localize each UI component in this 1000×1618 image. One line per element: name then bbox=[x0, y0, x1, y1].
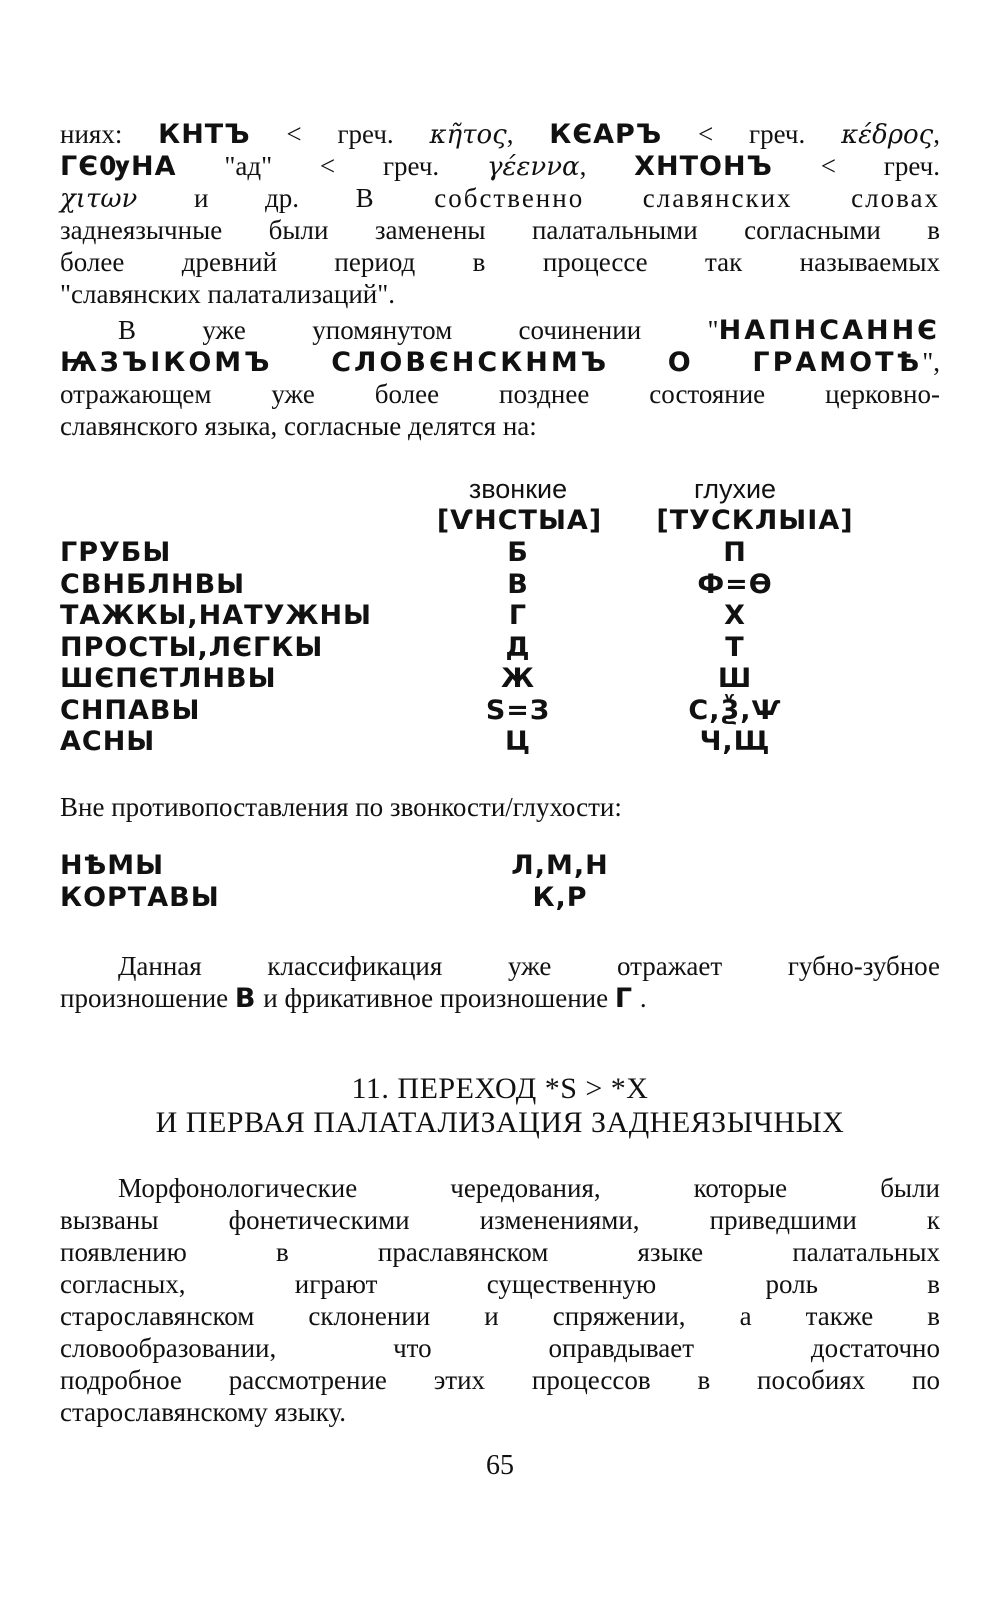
row-value: Л,М,Н bbox=[511, 850, 609, 881]
voiced-cell: Ѕ=З bbox=[485, 694, 551, 726]
heading-line1: 11. ПЕРЕХОД *S > *X bbox=[351, 1072, 649, 1105]
outside-label-text: Вне противопоставления по звонкости/глухости: bbox=[60, 792, 622, 822]
text: В уже упомянутом сочинении " bbox=[118, 315, 719, 345]
table-row bbox=[60, 695, 940, 727]
row-name: ТАЖКЫ,НАТУЖНЫ bbox=[60, 600, 373, 631]
cs-title: ѨЗЪІКОМЪ СЛОВЄНСКНМЪ О ГРАМОТѢ bbox=[60, 347, 923, 378]
heading-line2: И ПЕРВАЯ ПАЛАТАЛИЗАЦИЯ ЗАДНЕЯЗЫЧНЫХ bbox=[155, 1106, 845, 1139]
para3-line2 bbox=[60, 982, 940, 1014]
paragraph-classification bbox=[60, 950, 940, 1014]
table-row bbox=[60, 663, 940, 695]
table-row bbox=[60, 632, 940, 664]
table-row bbox=[60, 600, 940, 632]
row-name: НѢМЫ bbox=[60, 850, 165, 881]
voiced-cell: Б bbox=[507, 537, 529, 568]
outside-opposition-label bbox=[60, 791, 940, 823]
row-name: ПРОСТЫ,ЛЄГКЫ bbox=[60, 631, 324, 663]
text: и др. bbox=[137, 183, 356, 213]
para1-line4: заднеязычные были заменены палатальными согласными в bbox=[60, 215, 940, 245]
cs-title: НАПНСАННЄ bbox=[718, 315, 940, 346]
voiced-cell: Д bbox=[505, 631, 531, 663]
row-name: СНПАВЫ bbox=[60, 694, 201, 726]
text: < греч. bbox=[250, 119, 430, 149]
para3-line1: Данная классификация уже отражает губно-зубное bbox=[118, 951, 940, 981]
voiced-cell: В bbox=[507, 568, 529, 600]
table-row bbox=[60, 537, 940, 569]
text: , bbox=[506, 119, 550, 149]
greek-word: κέδρος bbox=[841, 120, 934, 150]
para4-line1: Морфонологические чередования, которые были bbox=[118, 1173, 940, 1203]
cs-word: КНТЪ bbox=[158, 119, 251, 150]
para2-line4: славянского языка, согласные делятся на: bbox=[60, 411, 537, 441]
para1-line1 bbox=[60, 118, 940, 150]
para1-line2 bbox=[60, 150, 940, 182]
text: < греч. bbox=[662, 119, 842, 149]
para2-line3: отражающем уже более позднее состояние церковно- bbox=[60, 379, 940, 409]
cs-letter: В bbox=[234, 983, 257, 1014]
voiced-cell: Ц bbox=[504, 726, 532, 757]
cs-letter: Г bbox=[614, 983, 634, 1014]
text: < греч. bbox=[772, 151, 940, 181]
voiceless-cell: Ш bbox=[717, 663, 753, 694]
table-header-labels bbox=[60, 474, 940, 506]
voiced-term: [ѴНСТЫА] bbox=[436, 505, 603, 536]
greek-word: γέεννα bbox=[486, 152, 580, 182]
voiced-label: звонкие bbox=[468, 474, 568, 504]
greek-word: κῆτος bbox=[429, 120, 507, 150]
para4-line4: согласных, играют существенную роль в bbox=[60, 1269, 940, 1299]
text: произношение bbox=[60, 983, 235, 1013]
voiceless-cell: Ф=Ѳ bbox=[697, 568, 773, 600]
row-name: АСНЫ bbox=[60, 726, 156, 757]
text: ниях: bbox=[60, 119, 159, 149]
row-value: К,Р bbox=[532, 882, 588, 913]
cs-word: ГЄѸНА bbox=[60, 151, 177, 182]
para4-line2: вызваны фонетическими изменениями, приведшими к bbox=[60, 1205, 940, 1235]
table-header-terms bbox=[60, 505, 940, 537]
voiceless-label: глухие bbox=[693, 474, 777, 504]
paragraph-treatise bbox=[60, 314, 940, 442]
text: . bbox=[633, 983, 647, 1013]
para2-line1 bbox=[60, 314, 940, 346]
para4-line6: словообразовании, что оправдывает достаточно bbox=[60, 1333, 940, 1363]
row-name: ГРУБЫ bbox=[60, 537, 172, 568]
paragraph-greek-loans bbox=[60, 118, 940, 310]
table-row bbox=[60, 569, 940, 601]
text: ", bbox=[922, 347, 940, 377]
text: , bbox=[579, 151, 635, 181]
cs-word: ХНТОНЪ bbox=[634, 151, 773, 182]
voiced-cell: Ж bbox=[500, 663, 536, 694]
para1-line3 bbox=[60, 182, 940, 214]
greek-word: χιτων bbox=[60, 184, 138, 214]
table-row bbox=[60, 882, 940, 914]
table-row bbox=[60, 726, 940, 758]
paragraph-morphonology bbox=[60, 1172, 940, 1428]
row-name: КОРТАВЫ bbox=[60, 882, 220, 913]
cs-word: КЄАРЪ bbox=[549, 119, 663, 150]
voiceless-cell: П bbox=[723, 537, 747, 568]
voiceless-term: [ТУСКЛЫІА] bbox=[656, 505, 854, 536]
voiced-cell: Г bbox=[508, 600, 528, 631]
row-name: ШЄПЄТЛНВЫ bbox=[60, 663, 277, 694]
text: и фрикативное произношение bbox=[256, 983, 615, 1013]
para1-line5: более древний период в процессе так называемых bbox=[60, 247, 940, 277]
section-heading bbox=[60, 1072, 940, 1140]
para1-line6: "славянских палатализаций". bbox=[60, 279, 395, 309]
text: В собственно славянских словах bbox=[355, 183, 941, 213]
para4-line7: подробное рассмотрение этих процессов в пособиях по bbox=[60, 1365, 940, 1395]
voiceless-cell: Х bbox=[724, 600, 746, 631]
voiceless-cell: С,Ѯ,Ѱ bbox=[688, 694, 782, 726]
para4-line8: старославянскому языку. bbox=[60, 1397, 347, 1427]
para2-line2 bbox=[60, 346, 940, 378]
voiceless-cell: Ч,Щ bbox=[699, 726, 771, 757]
row-name: СВНБЛНВЫ bbox=[60, 568, 246, 600]
text: , bbox=[933, 119, 940, 149]
page-number: 65 bbox=[486, 1450, 514, 1481]
para4-line3: появлению в праславянском языке палатальных bbox=[60, 1237, 940, 1267]
voiceless-cell: Т bbox=[725, 631, 745, 663]
para4-line5: старославянском склонении и спряжении, а также в bbox=[60, 1301, 940, 1331]
table-row bbox=[60, 850, 940, 882]
text: "ад" < греч. bbox=[176, 151, 487, 181]
